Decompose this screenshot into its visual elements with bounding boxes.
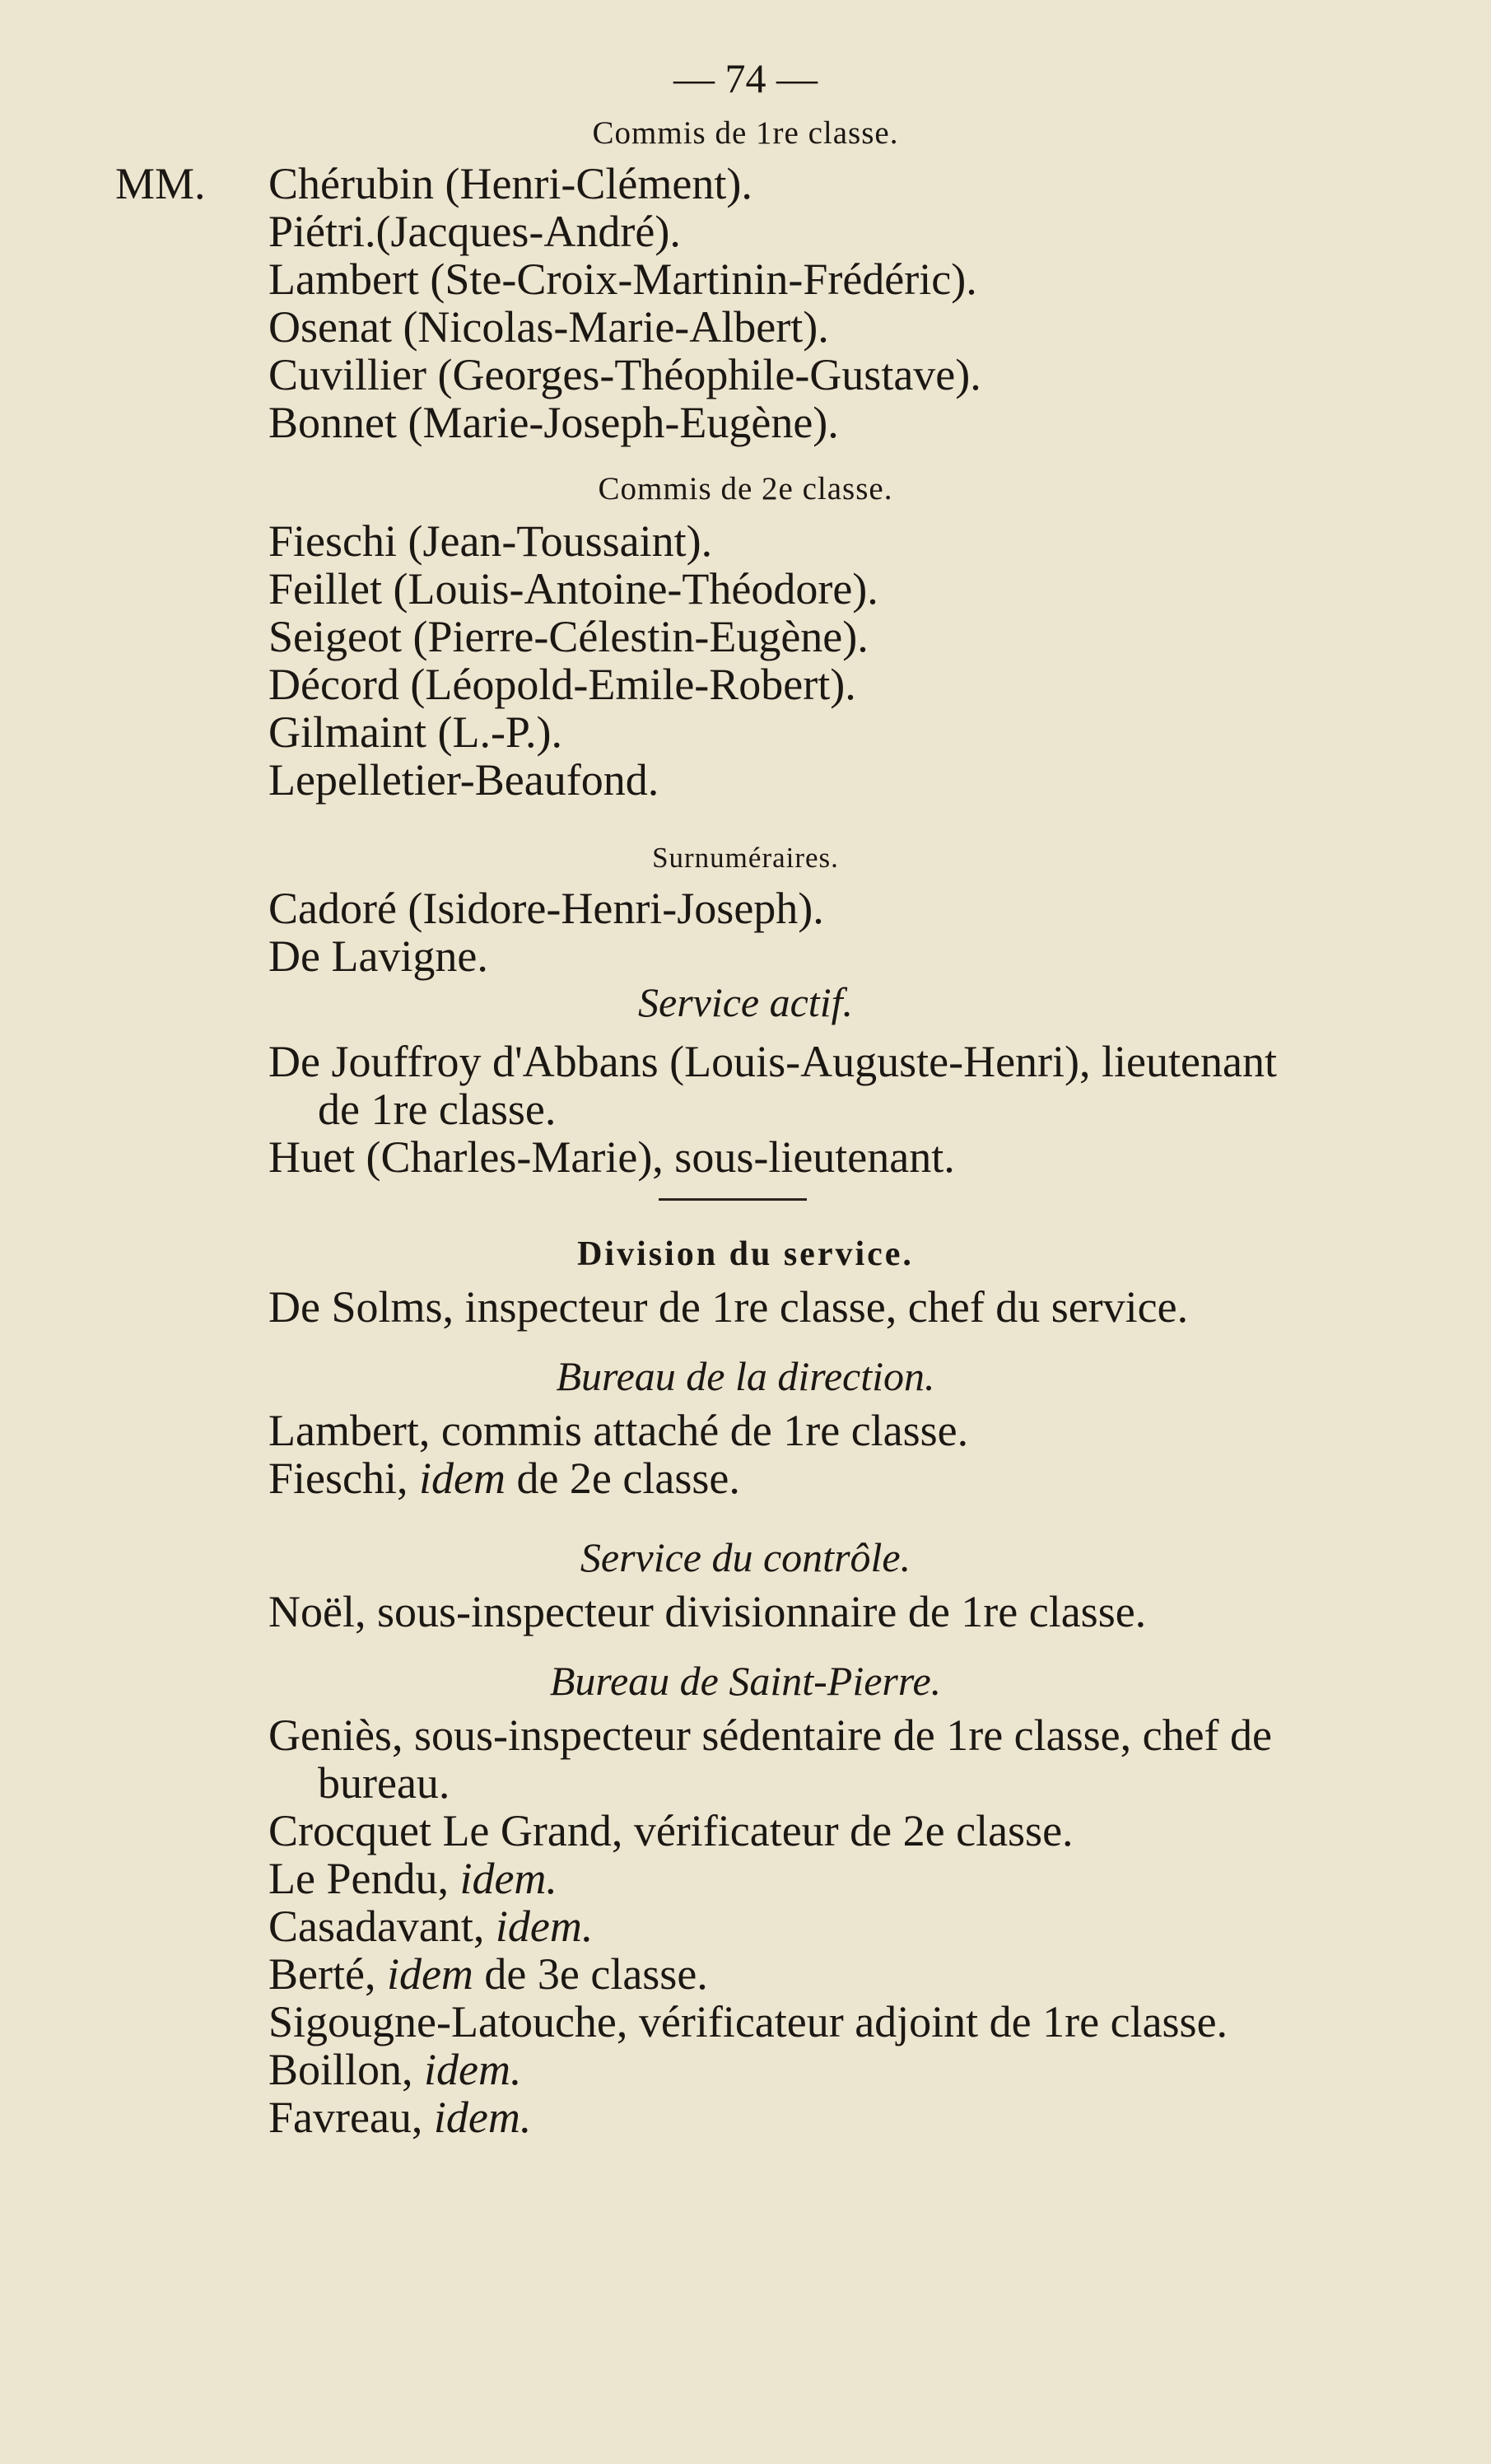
- mm-prefix: MM.: [115, 159, 206, 208]
- entry-line: Geniès, sous-inspecteur sédentaire de 1re classe, chef de: [268, 1710, 1272, 1760]
- section-divider: [659, 1198, 807, 1201]
- entry-name: Berté,: [268, 1949, 376, 1999]
- idem-word: idem.: [459, 1854, 557, 1903]
- entry-line: Gilmaint (L.-P.).: [268, 707, 562, 757]
- entry-line: De Jouffroy d'Abbans (Louis-Auguste-Henri), lieutenant: [268, 1037, 1277, 1086]
- entry-line: Décord (Léopold-Emile-Robert).: [268, 660, 856, 709]
- entry-rest: de 2e classe.: [516, 1454, 740, 1503]
- idem-word: idem.: [433, 2093, 532, 2142]
- entry-line: Noël, sous-inspecteur divisionnaire de 1re classe.: [268, 1587, 1147, 1636]
- entry-line: [268, 1856, 557, 1901]
- idem-word: idem.: [495, 1902, 594, 1951]
- entry-rest: de 3e classe.: [484, 1949, 708, 1999]
- heading-commis-2e-classe: Commis de 2e classe.: [598, 471, 893, 506]
- entry-name: Le Pendu,: [268, 1854, 449, 1903]
- page-number: — 74 —: [673, 55, 818, 101]
- idem-word: idem: [419, 1454, 506, 1503]
- entry-line: [268, 1949, 708, 1999]
- entry-line: Lepelletier-Beaufond.: [268, 755, 659, 805]
- entry-name: Fieschi,: [268, 1454, 408, 1503]
- entry-line: Fieschi (Jean-Toussaint).: [268, 516, 713, 566]
- heading-service-actif: Service actif.: [638, 979, 853, 1025]
- heading-service-controle: Service du contrôle.: [580, 1534, 911, 1580]
- entry-name: Boillon,: [268, 2045, 413, 2094]
- entry-line: De Lavigne.: [268, 931, 488, 981]
- heading-surnumeraires: Surnuméraires.: [652, 842, 839, 874]
- entry-line: Lambert (Ste-Croix-Martinin-Frédéric).: [268, 254, 977, 304]
- entry-name: Casadavant,: [268, 1902, 485, 1951]
- entry-line: [268, 2095, 531, 2140]
- entry-line: De Solms, inspecteur de 1re classe, chef du service.: [268, 1282, 1189, 1332]
- idem-word: idem.: [424, 2045, 522, 2094]
- entry-name: Favreau,: [268, 2093, 423, 2142]
- entry-line: Huet (Charles-Marie), sous-lieutenant.: [268, 1132, 955, 1182]
- entry-line: Lambert, commis attaché de 1re classe.: [268, 1406, 969, 1455]
- entry-line: Chérubin (Henri-Clément).: [268, 159, 752, 208]
- entry-line: Cadoré (Isidore-Henri-Joseph).: [268, 884, 824, 933]
- entry-line: [268, 2047, 522, 2092]
- entry-line: Crocquet Le Grand, vérificateur de 2e classe.: [268, 1806, 1074, 1855]
- entry-line: de 1re classe.: [318, 1085, 557, 1134]
- entry-line: Osenat (Nicolas-Marie-Albert).: [268, 302, 829, 352]
- idem-word: idem: [386, 1949, 473, 1999]
- entry-line: bureau.: [318, 1758, 450, 1808]
- heading-bureau-saint-pierre: Bureau de Saint-Pierre.: [549, 1658, 942, 1704]
- entry-line: Bonnet (Marie-Joseph-Eugène).: [268, 398, 839, 447]
- heading-commis-1re-classe: Commis de 1re classe.: [592, 115, 899, 151]
- heading-division-du-service: Division du service.: [577, 1235, 914, 1273]
- heading-bureau-direction: Bureau de la direction.: [556, 1353, 935, 1399]
- entry-line: [268, 1454, 740, 1503]
- entry-line: Seigeot (Pierre-Célestin-Eugène).: [268, 612, 869, 661]
- entry-line: [268, 1902, 594, 1951]
- entry-line: Cuvillier (Georges-Théophile-Gustave).: [268, 350, 981, 399]
- entry-line: Piétri.(Jacques-André).: [268, 207, 681, 256]
- entry-line: Sigougne-Latouche, vérificateur adjoint de 1re classe.: [268, 1997, 1228, 2046]
- entry-line: Feillet (Louis-Antoine-Théodore).: [268, 564, 878, 614]
